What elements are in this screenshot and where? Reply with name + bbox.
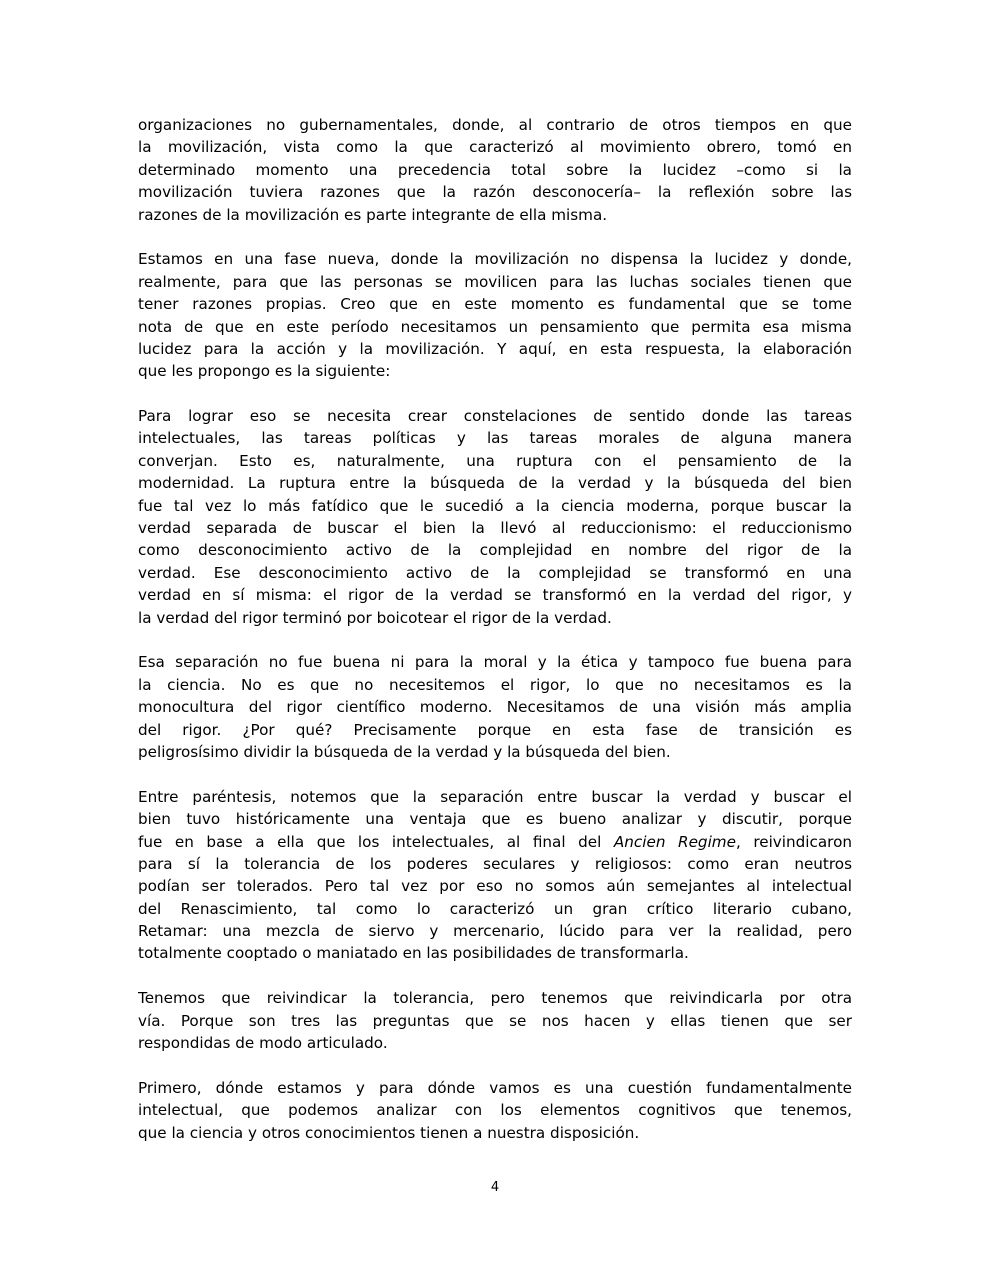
paragraph — [138, 987, 852, 1054]
text-line: que les propongo es la siguiente: — [138, 362, 391, 381]
paragraph — [138, 114, 852, 226]
text-line: determinado momento una precedencia total sobre la lucidez –como si la — [138, 160, 852, 179]
text-line: vía. Porque son tres las preguntas que se nos hacen y ellas tienen que ser — [138, 1011, 852, 1030]
text-line: verdad separada de buscar el bien la llevó al reduccionismo: el reduccionismo — [138, 519, 852, 538]
text-line: Retamar: una mezcla de siervo y mercenario, lúcido para ver la realidad, pero — [138, 922, 852, 941]
paragraph — [138, 651, 852, 763]
text-line: Primero, dónde estamos y para dónde vamos es una cuestión fundamentalmente — [138, 1078, 852, 1097]
text-line: que la ciencia y otros conocimientos tienen a nuestra disposición. — [138, 1123, 640, 1142]
text-line: Tenemos que reivindicar la tolerancia, pero tenemos que reivindicarla por otra — [138, 989, 852, 1008]
paragraph — [138, 248, 852, 382]
text-line: verdad en sí misma: el rigor de la verdad se transformó en la verdad del rigor, y — [138, 586, 852, 605]
text-line — [138, 831, 852, 853]
text-line: nota de que en este período necesitamos un pensamiento que permita esa misma — [138, 317, 852, 336]
text-line: como desconocimiento activo de la complejidad en nombre del rigor de la — [138, 541, 852, 560]
text-line: la ciencia. No es que no necesitemos el rigor, lo que no necesitamos es la — [138, 675, 852, 694]
text-line: totalmente cooptado o maniatado en las posibilidades de transformarla. — [138, 944, 689, 963]
paragraph — [138, 786, 852, 965]
text-line: converjan. Esto es, naturalmente, una ruptura con el pensamiento de la — [138, 451, 852, 470]
page-number: 4 — [490, 1180, 500, 1195]
text-line: fue tal vez lo más fatídico que le sucedió a la ciencia moderna, porque buscar la — [138, 496, 852, 515]
text-line: la verdad del rigor terminó por boicotear el rigor de la verdad. — [138, 608, 612, 627]
text-line: realmente, para que las personas se movilicen para las luchas sociales tienen que — [138, 272, 852, 291]
text-line: modernidad. La ruptura entre la búsqueda de la verdad y la búsqueda del bien — [138, 474, 852, 493]
text-line: del rigor. ¿Por qué? Precisamente porque en esta fase de transición es — [138, 720, 852, 739]
document-body — [138, 114, 852, 1166]
text-line: intelectual, que podemos analizar con los elementos cognitivos que tenemos, — [138, 1101, 852, 1120]
text-line: para sí la tolerancia de los poderes seculares y religiosos: como eran neutros — [138, 854, 852, 873]
text-line: organizaciones no gubernamentales, donde, al contrario de otros tiempos en que — [138, 116, 852, 134]
text-segment: fue en base a ella que los intelectuales, al final del — [138, 832, 614, 851]
text-line: Entre paréntesis, notemos que la separación entre buscar la verdad y buscar el — [138, 787, 852, 806]
text-line: razones de la movilización es parte integrante de ella misma. — [138, 205, 608, 224]
text-line: respondidas de modo articulado. — [138, 1034, 388, 1053]
paragraph — [138, 405, 852, 629]
italic-term: Ancien Regime — [613, 832, 736, 851]
text-line: Esa separación no fue buena ni para la moral y la ética y tampoco fue buena para — [138, 653, 852, 672]
text-line: verdad. Ese desconocimiento activo de la complejidad se transformó en una — [138, 563, 852, 582]
text-line: Estamos en una fase nueva, donde la movilización no dispensa la lucidez y donde, — [138, 250, 852, 269]
text-line: peligrosísimo dividir la búsqueda de la verdad y la búsqueda del bien. — [138, 742, 671, 761]
text-line: intelectuales, las tareas políticas y las tareas morales de alguna manera — [138, 429, 852, 448]
text-line: tener razones propias. Creo que en este momento es fundamental que se tome — [138, 295, 852, 314]
text-line: la movilización, vista como la que caracterizó al movimiento obrero, tomó en — [138, 138, 852, 157]
text-segment: , reivindicaron — [735, 832, 852, 851]
paragraph — [138, 1077, 852, 1144]
text-line: podían ser tolerados. Pero tal vez por eso no somos aún semejantes al intelectual — [138, 877, 852, 896]
text-line: del Renascimiento, tal como lo caracterizó un gran crítico literario cubano, — [138, 899, 852, 918]
text-line: Para lograr eso se necesita crear constelaciones de sentido donde las tareas — [138, 407, 852, 426]
text-line: monocultura del rigor científico moderno. Necesitamos de una visión más amplia — [138, 698, 852, 717]
text-line: bien tuvo históricamente una ventaja que es bueno analizar y discutir, porque — [138, 810, 852, 829]
text-line: movilización tuviera razones que la razón desconocería– la reflexión sobre las — [138, 183, 852, 202]
text-line: lucidez para la acción y la movilización. Y aquí, en esta respuesta, la elaboración — [138, 339, 852, 358]
